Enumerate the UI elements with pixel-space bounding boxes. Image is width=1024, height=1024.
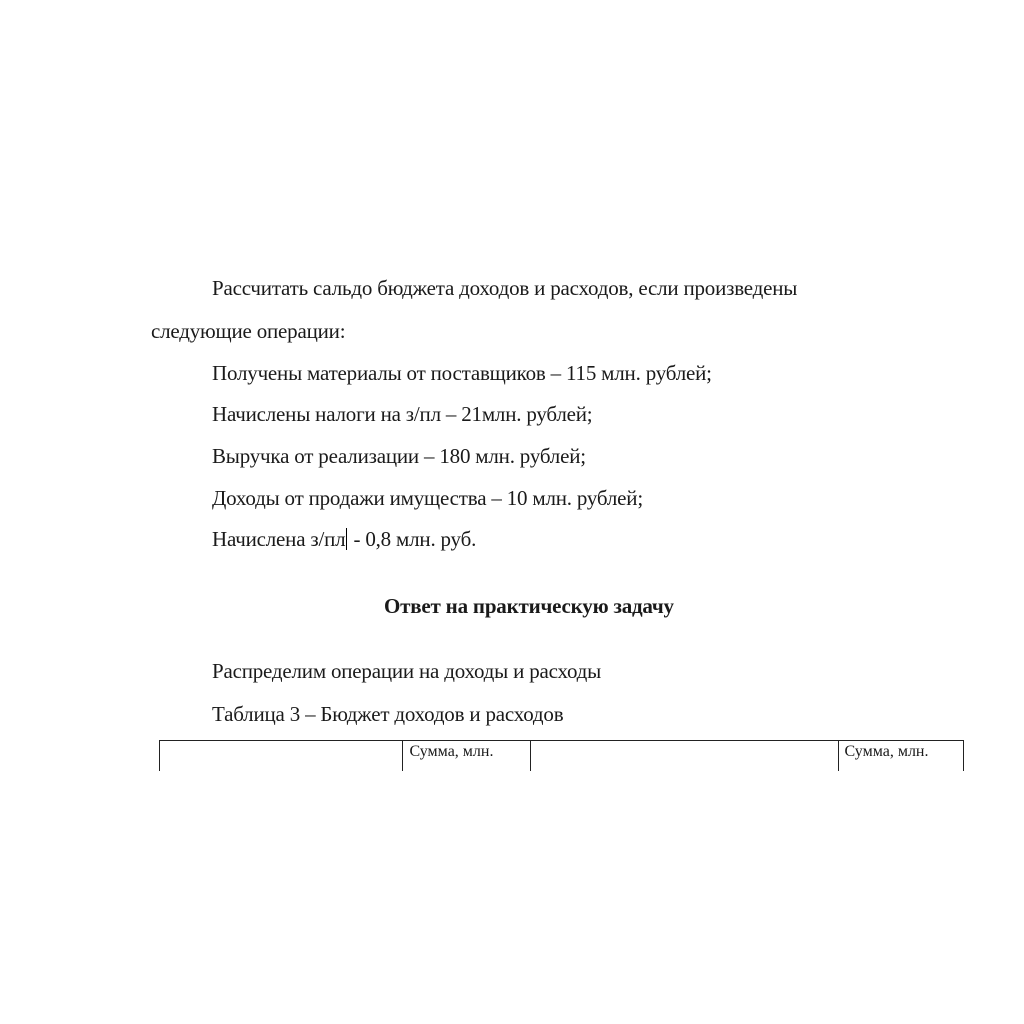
table-header-row — [160, 741, 964, 772]
table-header-cell-expense-item — [530, 741, 838, 772]
operation-item: Получены материалы от поставщиков – 115 млн. рублей; — [212, 361, 712, 385]
answer-heading: Ответ на практическую задачу — [384, 594, 674, 618]
task-intro-line-2: следующие операции: — [151, 319, 346, 343]
operation-item-last[interactable] — [212, 527, 476, 551]
table-header-cell-expense-sum: Сумма, млн. — [838, 741, 963, 772]
table-caption: Таблица 3 – Бюджет доходов и расходов — [212, 702, 564, 726]
answer-paragraph: Распределим операции на доходы и расходы — [212, 659, 602, 683]
budget-table-viewport — [159, 740, 964, 771]
operation-text-before-cursor: Начислена з/пл — [212, 527, 346, 551]
budget-table — [159, 740, 964, 771]
task-intro-line-1: Рассчитать сальдо бюджета доходов и расходов, если произведены — [212, 276, 798, 300]
operation-item: Выручка от реализации – 180 млн. рублей; — [212, 444, 586, 468]
operation-item: Начислены налоги на з/пл – 21млн. рублей; — [212, 402, 593, 426]
operation-text-after-cursor: - 0,8 млн. руб. — [348, 527, 477, 551]
table-header-cell-income-sum: Сумма, млн. — [403, 741, 530, 772]
table-header-cell-income-item — [160, 741, 403, 772]
operation-item: Доходы от продажи имущества – 10 млн. рублей; — [212, 486, 643, 510]
